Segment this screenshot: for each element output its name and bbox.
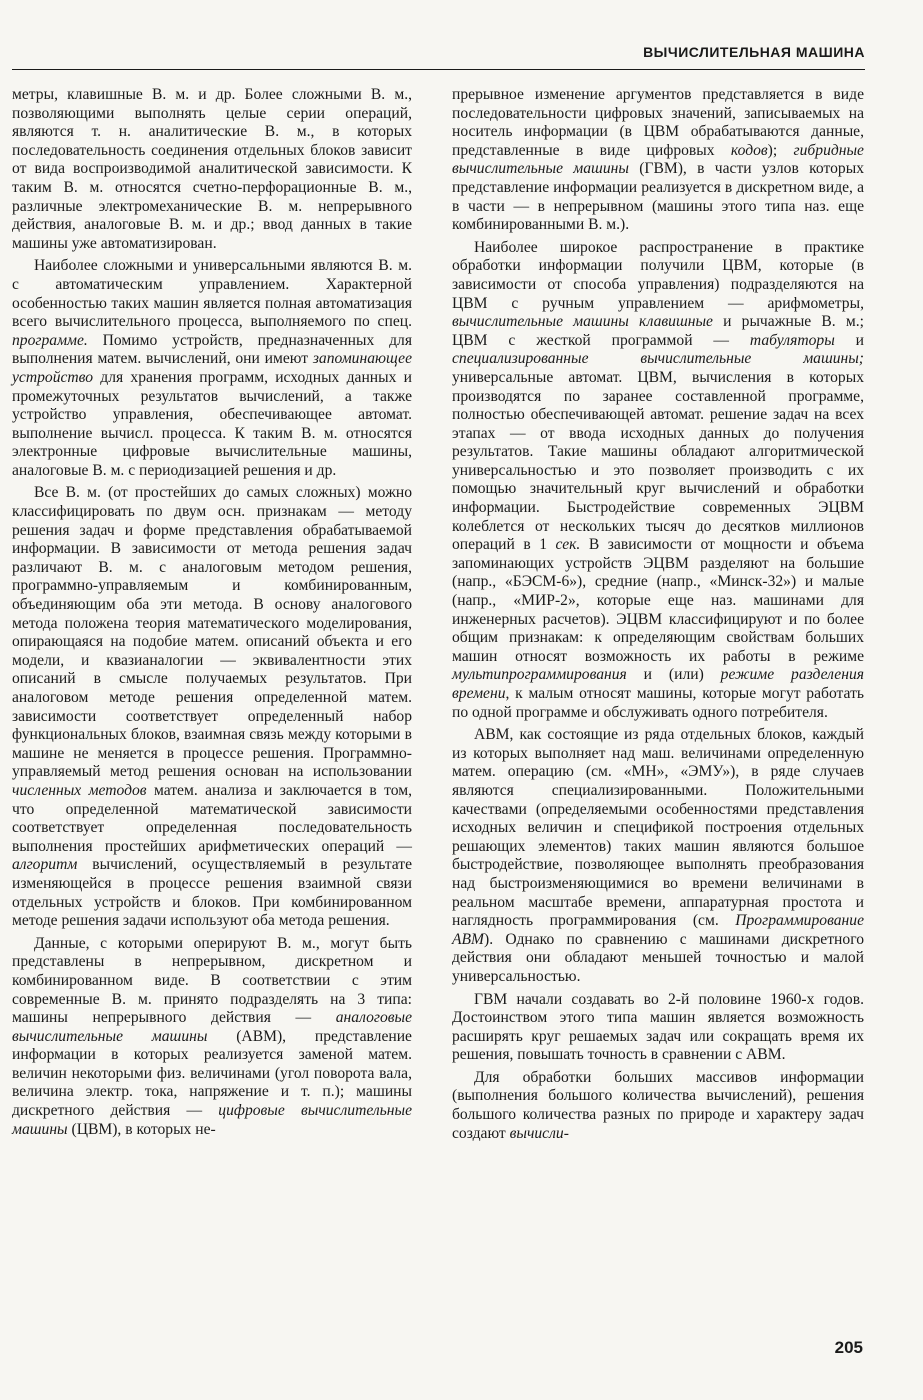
term-link: запоминающее устройство	[12, 350, 412, 386]
paragraph: АВМ, как состоящие из ряда отдельных блоков, каждый из которых выполняет над маш. величинами определенную матем. операцию (см. «МН», «ЭМУ»), в ряде случаев являются специализированными. Положительными качествами (определяемыми особенностями представления исходных величин и спецификой построения отдельных решающих элементов) таких машин являются большое быстродействие, позволяющее выполнять преобразования над быстроизменяющимися во времени величинами в реальном масштабе времени, аппаратурная простота и наглядность программирования (см. Программирование АВМ). Однако по сравнению с машинами дискретного действия они обладают меньшей точностью и малой универсальностью.	[452, 726, 864, 985]
paragraph: Наиболее широкое распространение в практике обработки информации получили ЦВМ, которые (в зависимости от способа управления) подразделяются на ЦВМ с ручным управлением — арифмометры, вычислительные машины клавишные и рычажные В. м.; ЦВМ с жесткой программой — табуляторы и специализированные вычислительные машины; универсальные автомат. ЦВМ, вычисления в которых производятся по заранее составленной программе, полностью обеспечивающей автомат. решение задач на всех этапах — от ввода исходных данных до получения результатов. Такие машины обладают алгоритмической универсальностью и это позволяет производить с их помощью значительный круг вычислений и обработки информации. Быстродействие современных ЭЦВМ колеблется от нескольких тысяч до десятков миллионов операций в 1 сек. В зависимости от мощности и объема запоминающих устройств ЭЦВМ разделяют на большие (напр., «БЭСМ-6»), средние (напр., «Минск-32») и малые (напр., «МИР-2», которые еще наз. машинами для инженерных расчетов). ЭЦВМ классифицируют и по более общим признакам: к определяющим свойствам больших машин относят возможность их работы в режиме мультипрограммирования и (или) режиме разделения времени, к малым относят машины, которые могут работать по одной программе и обслуживать одного потребителя.	[452, 238, 865, 721]
term-link: вычислительные машины клавишные	[452, 313, 713, 331]
term-link: программе.	[12, 331, 88, 349]
term-link: гибридные вычислительные машины	[452, 141, 864, 178]
term-link: численных методов	[12, 781, 147, 799]
term-link: Программирование АВМ	[452, 912, 864, 948]
term-link: вычисли-	[509, 1124, 569, 1142]
right-column	[452, 86, 864, 1147]
term-link: аналоговые вычислительные машины	[12, 1009, 412, 1045]
term-link: мультипрограммирования	[452, 666, 627, 684]
paragraph: Все В. м. (от простейших до самых сложных) можно классифицировать по двум осн. признакам — методу решения задач и форме представления обрабатываемой информации. В зависимости от метода решения задач различают В. м. с аналоговым методом решения, программно-управляемым и комбинированным, объединяющим оба эти метода. В основу аналогового метода положена теория математического моделирования, опирающаяся на подобие матем. описаний объекта и его модели, и квазианалогии — эквивалентности этих описаний в смысле получаемых результатов. При аналоговом методе решения определенной матем. зависимости соответствует определенный набор функциональных блоков, взаимная связь между которыми в машине не меняется в процессе решения. Программно-управляемый метод решения основан на использовании численных методов матем. анализа и заключается в том, что определенной математической зависимости соответствует определенная последовательность выполнения простейших арифметических операций — алгоритм вычислений, осуществляемый в результате изменяющейся в процессе решения взаимной связи отдельных устройств и блоков. При комбинированном методе решения задачи используют оба метода решения.	[12, 484, 412, 930]
term-link: цифровые вычислительные машины	[12, 1102, 412, 1138]
paragraph: Данные, с которыми оперируют В. м., могут быть представлены в непрерывном, дискретном и комбинированном виде. В соответствии с этим современные В. м. принято подразделять на 3 типа: машины непрерывного действия — аналоговые вычислительные машины (АВМ), представление информации в которых реализуется заменой матем. величин некоторыми физ. величинами (угол поворота вала, величина электр. тока, напряжение и т. п.); машины дискретного действия — цифровые вычислительные машины (ЦВМ), в которых не-	[12, 934, 412, 1138]
term-link: режиме разделения времени	[452, 666, 864, 702]
unit-abbrev: сек.	[555, 536, 581, 554]
paragraph: ГВМ начали создавать во 2-й половине 1960-х годов. Достоинством этого типа машин является возможность расширять круг решаемых задач или сокращать время их решения, повышать точность в сравнении с АВМ.	[452, 990, 864, 1064]
term-link: табуляторы	[749, 331, 835, 349]
running-title: ВЫЧИСЛИТЕЛЬНАЯ МАШИНА	[643, 44, 865, 60]
paragraph: Наиболее сложными и универсальными являются В. м. с автоматическим управлением. Характерной особенностью таких машин является полная автоматизация всего вычислительного процесса, выполняемого по спец. программе. Помимо устройств, предназначенных для выполнения матем. вычислений, они имеют запоминающее устройство для хранения программ, исходных данных и промежуточных результатов вычислений, а также устройство управления, обеспечивающее автомат. выполнение вычисл. процесса. К таким В. м. относятся электронные цифровые вычислительные машины, аналоговые В. м. с периодизацией решения и др.	[12, 257, 412, 479]
paragraph: метры, клавишные В. м. и др. Более сложными В. м., позволяющими выполнять целые серии операций, являются т. н. аналитические В. м., в которых последовательность соединения отдельных блоков зависит от вида воспроизводимой аналитической зависимости. К таким В. м. относятся счетно-перфорационные В. м., различные электромеханические В. м. непрерывного действия, аналоговые В. м. и др.; ввод данных в такие машины уже автоматизирован.	[12, 86, 412, 252]
page-number: 205	[834, 1338, 863, 1357]
term-link: специализированные вычислительные машины;	[452, 350, 864, 368]
left-column	[12, 86, 412, 1143]
header-rule	[12, 69, 865, 70]
paragraph: Для обработки больших массивов информации (выполнения большого количества вычислений), решения большого количества разных по природе и характеру задач создают вычисли-	[452, 1068, 864, 1142]
term-link: алгоритм	[12, 856, 78, 874]
term-link: кодов	[730, 141, 768, 159]
paragraph: прерывное изменение аргументов представляется в виде последовательности цифровых значений, записываемых на носитель информации (в ЦВМ обрабатываются данные, представленные в виде цифровых кодов); гибридные вычислительные машины (ГВМ), в части узлов которых представление информации реализуется в дискретном виде, а в части — в непрерывном (машины этого типа наз. еще комбинированными В. м.).	[452, 86, 864, 234]
